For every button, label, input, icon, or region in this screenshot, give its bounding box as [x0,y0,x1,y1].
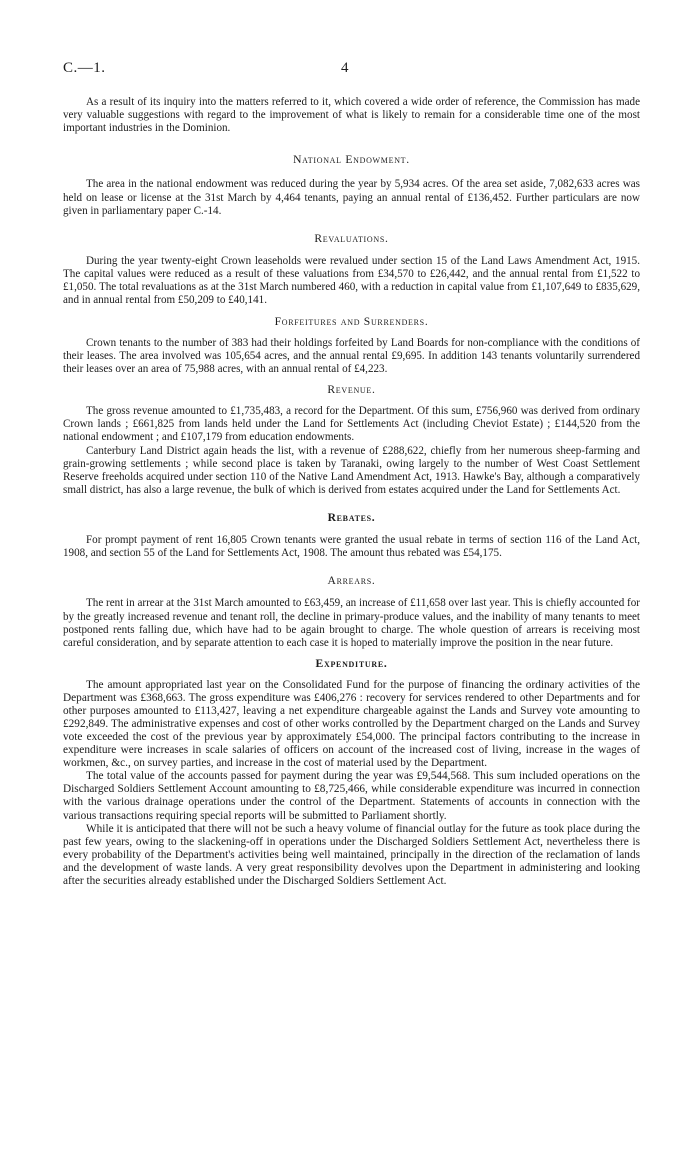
section-rebates [63,511,640,560]
section-paragraph: The amount appropriated last year on the Consolidated Fund for the purpose of financing the ordinary activities of the Department was £368,663. The gross expenditure was £406,276 : recovery for services rendered to other Departments and for other purposes amounted to £113,427, leaving a net expenditure chargeable against the Lands and Survey vote amounting to £292,849. The administrative expenses and cost of other works controlled by the Department charged on the Lands and Survey vote exceeded the cost of the previous year by approximately £54,000. The principal factors contributing to the increase in expenditure were increases in scale salaries of officers on account of the increased cost of living, increase in the wages of workmen, &c., on survey parties, and increase in the cost of material used by the Department. [63,679,640,770]
section-heading: Revaluations. [314,231,389,245]
section-paragraph: The rent in arrear at the 31st March amounted to £63,459, an increase of £11,658 over last year. This is chiefly accounted for by the greatly increased revenue and tenant roll, the decline in primary-produce values, and the inability of many tenants to meet postponed rents falling due, which have had to be again brought to charge. The whole question of arrears is receiving most careful consideration, and by separate attention to each case it is hoped to materially improve the position in the near future. [63,597,640,649]
section-heading: Arrears. [327,574,376,588]
section-paragraph: The total value of the accounts passed for payment during the year was £9,544,568. This sum included operations on the Discharged Soldiers Settlement Account amounting to £8,725,466, while considerable expenditure was incurred in connection with the various drainage operations under the control of the Department. Statements of accounts in connection with the various transactions requiring special reports will be submitted to Parliament shortly. [63,770,640,822]
section-heading: Forfeitures and Surrenders. [274,314,429,328]
section-paragraph: While it is anticipated that there will not be such a heavy volume of financial outlay for the future as took place during the past few years, owing to the slackening-off in operations under the Discharged Soldiers Settlement Act, nevertheless there is every probability of the Department's activities being well maintained, principally in the direction of the reclamation of lands and the development of waste lands. A very great responsibility devolves upon the Department in administering and looking after the securities already established under the Discharged Soldiers Settlement Act. [63,822,640,887]
intro-paragraph: As a result of its inquiry into the matters referred to it, which covered a wide order of reference, the Commission has made very valuable suggestions with regard to the improvement of what is likely to remain for a considerable time one of the most important industries in the Dominion. [63,96,640,135]
section-heading: National Endowment. [293,153,410,167]
section-heading: Rebates. [327,511,376,525]
section-paragraph: For prompt payment of rent 16,805 Crown tenants were granted the usual rebate in terms of section 116 of the Land Act, 1908, and section 55 of the Land for Settlements Act, 1908. The amount thus rebated was £54,175. [63,534,640,560]
page-number: 4 [341,60,349,76]
section-arrears [63,574,640,650]
section-national-endowment [63,153,640,217]
section-forfeitures [63,315,640,376]
section-paragraph: Crown tenants to the number of 383 had their holdings forfeited by Land Boards for non-compliance with the conditions of their leases. The area involved was 105,654 acres, and the annual rental £9,695. In addition 143 tenants voluntarily surrendered their leases over an area of 75,988 acres, with an annual rental of £4,223. [63,336,640,375]
section-revaluations [63,232,640,308]
section-heading: Expenditure. [315,657,388,671]
section-paragraph: The area in the national endowment was reduced during the year by 5,934 acres. Of the area set aside, 7,082,633 acres was held on lease or license at the 31st March by 4,464 tenants, paying an annual rental of £136,452. Further particulars are now given in parliamentary paper C.-14. [63,178,640,217]
document-reference: C.—1. [63,60,106,76]
section-revenue [63,383,640,497]
section-paragraph: The gross revenue amounted to £1,735,483, a record for the Department. Of this sum, £756,960 was derived from ordinary Crown lands ; £661,825 from lands held under the Land for Settlements Act (including Cheviot Estate) ; £144,520 from the national endowment ; and £107,179 from education endowments. [63,405,640,444]
section-heading: Revenue. [327,383,376,397]
section-paragraph: Canterbury Land District again heads the list, with a revenue of £288,622, chiefly from her numerous sheep-farming and grain-growing settlements ; while second place is taken by Taranaki, owing largely to the number of West Coast Settlement Reserve freeholds acquired under section 110 of the Native Land Amendment Act, 1913. Hawke's Bay, although a comparatively small district, has also a large revenue, the bulk of which is derived from estates acquired under the Land for Settlements Act. [63,444,640,496]
section-expenditure [63,657,640,888]
page-header [63,62,640,84]
section-paragraph: During the year twenty-eight Crown leaseholds were revalued under section 15 of the Land Laws Amendment Act, 1915. The capital values were reduced as a result of these valuations from £34,570 to £26,442, and the annual rental from £1,522 to £1,050. The total revaluations as at the 31st March numbered 460, with a reduction in capital value from £1,107,649 to £835,629, and in annual rental from £50,209 to £40,141. [63,254,640,307]
